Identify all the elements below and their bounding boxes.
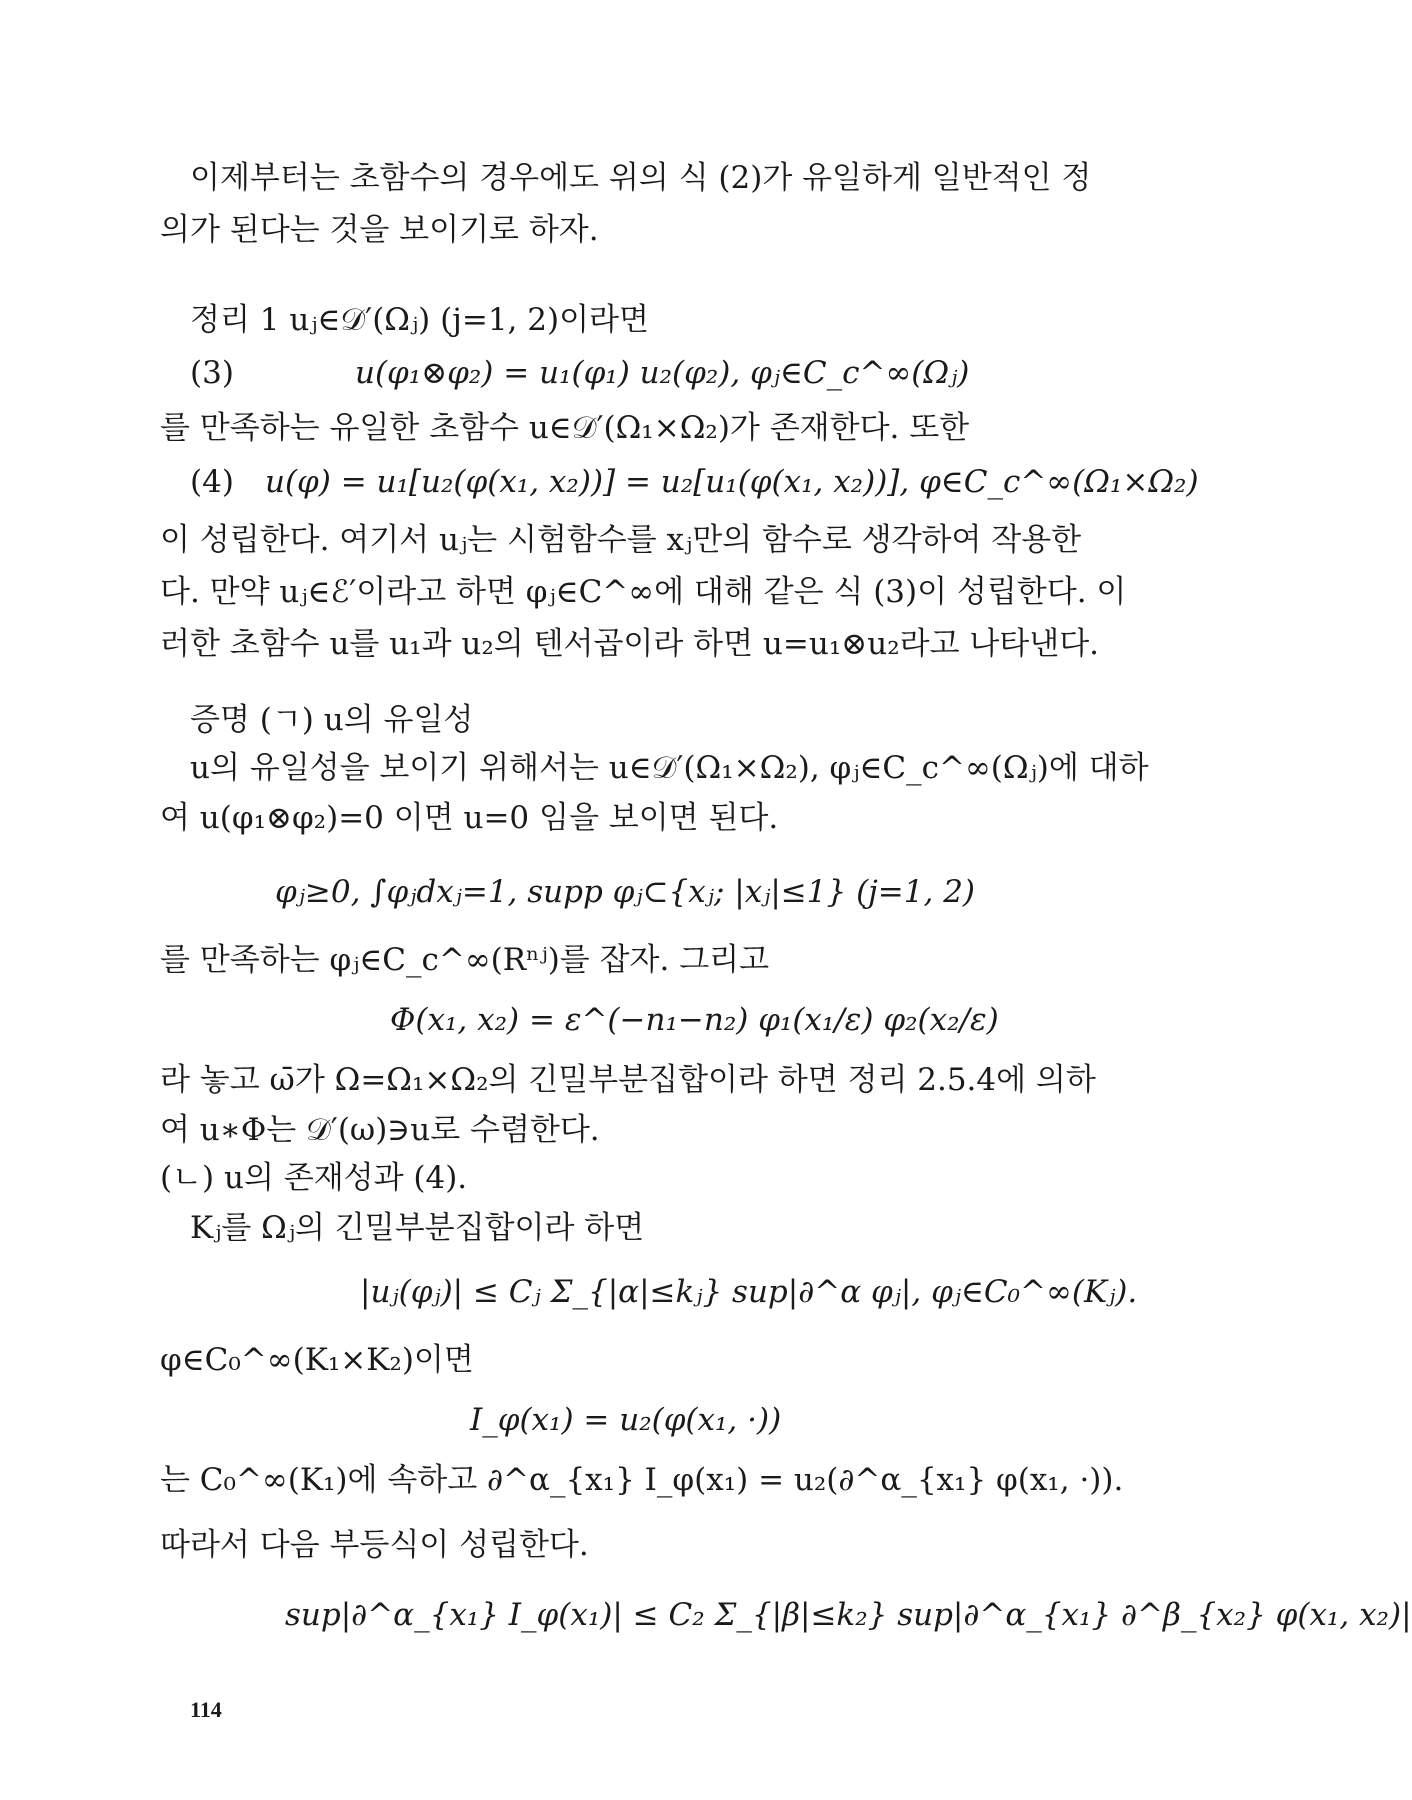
text-line-9: 러한 초함수 u를 u₁과 u₂의 텐서곱이라 하면 u=u₁⊗u₂라고 나타낸다. bbox=[160, 626, 1100, 662]
theorem-heading: 정리 1 uⱼ∈𝒟′(Ωⱼ) (j=1, 2)이라면 bbox=[190, 302, 649, 338]
page-number: 114 bbox=[190, 1697, 222, 1722]
text-line-7: 이 성립한다. 여기서 uⱼ는 시험함수를 xⱼ만의 함수로 생각하여 작용한 bbox=[160, 522, 1082, 558]
text-line-14: 를 만족하는 φⱼ∈C_c^∞(Rⁿʲ)를 잡자. 그리고 bbox=[160, 942, 770, 978]
text-line-18: (ㄴ) u의 존재성과 (4). bbox=[160, 1160, 468, 1196]
text-line-16: 라 놓고 ω̄가 Ω=Ω₁×Ω₂의 긴밀부분집합이라 하면 정리 2.5.4에 의하 bbox=[160, 1062, 1096, 1098]
text-line-2: 의가 된다는 것을 보이기로 하자. bbox=[160, 212, 599, 248]
equation-3: u(φ₁⊗φ₂) = u₁(φ₁) u₂(φ₂), φⱼ∈C_c^∞(Ωⱼ) bbox=[355, 355, 970, 391]
display-inequality-2: sup|∂^α_{x₁} I_φ(x₁)| ≤ C₂ Σ_{|β|≤k₂} sup|∂^α_{x₁} ∂^β_{x₂} φ(x₁, x₂)| bbox=[285, 1597, 1412, 1633]
display-definition: I_φ(x₁) = u₂(φ(x₁, ·)) bbox=[470, 1402, 782, 1438]
equation-number-4: (4) bbox=[190, 464, 234, 500]
equation-4: u(φ) = u₁[u₂(φ(x₁, x₂))] = u₂[u₁(φ(x₁, x₂))], φ∈C_c^∞(Ω₁×Ω₂) bbox=[265, 464, 1199, 500]
text-line-24: 따라서 다음 부등식이 성립한다. bbox=[160, 1527, 589, 1563]
display-inequality-1: |uⱼ(φⱼ)| ≤ Cⱼ Σ_{|α|≤kⱼ} sup|∂^α φⱼ|, φⱼ∈C₀^∞(Kⱼ). bbox=[360, 1274, 1138, 1310]
text-line-23: 는 C₀^∞(K₁)에 속하고 ∂^α_{x₁} I_φ(x₁) = u₂(∂^α_{x₁} φ(x₁, ·)). bbox=[160, 1462, 1124, 1498]
equation-number-3: (3) bbox=[190, 355, 234, 391]
text-line-11: u의 유일성을 보이기 위해서는 u∈𝒟′(Ω₁×Ω₂), φⱼ∈C_c^∞(Ωⱼ)에 대하 bbox=[190, 750, 1149, 786]
text-line-17: 여 u∗Φ는 𝒟′(ω)∋u로 수렴한다. bbox=[160, 1112, 600, 1148]
text-line-21: φ∈C₀^∞(K₁×K₂)이면 bbox=[160, 1342, 474, 1378]
text-line-19: Kⱼ를 Ωⱼ의 긴밀부분집합이라 하면 bbox=[190, 1210, 645, 1246]
proof-heading: 증명 (ㄱ) u의 유일성 bbox=[190, 702, 474, 738]
text-line-12: 여 u(φ₁⊗φ₂)=0 이면 u=0 임을 보이면 된다. bbox=[160, 800, 779, 836]
display-condition: φⱼ≥0, ∫φⱼdxⱼ=1, supp φⱼ⊂{xⱼ; |xⱼ|≤1} (j=1, 2) bbox=[275, 874, 976, 910]
text-line-1: 이제부터는 초함수의 경우에도 위의 식 (2)가 유일하게 일반적인 정 bbox=[190, 160, 1092, 196]
text-line-8: 다. 만약 uⱼ∈ℰ′이라고 하면 φⱼ∈C^∞에 대해 같은 식 (3)이 성립한다. 이 bbox=[160, 574, 1127, 610]
text-line-5: 를 만족하는 유일한 초함수 u∈𝒟′(Ω₁×Ω₂)가 존재한다. 또한 bbox=[160, 410, 970, 446]
display-mollifier: Φ(x₁, x₂) = ε^(−n₁−n₂) φ₁(x₁/ε) φ₂(x₂/ε) bbox=[390, 1002, 999, 1038]
